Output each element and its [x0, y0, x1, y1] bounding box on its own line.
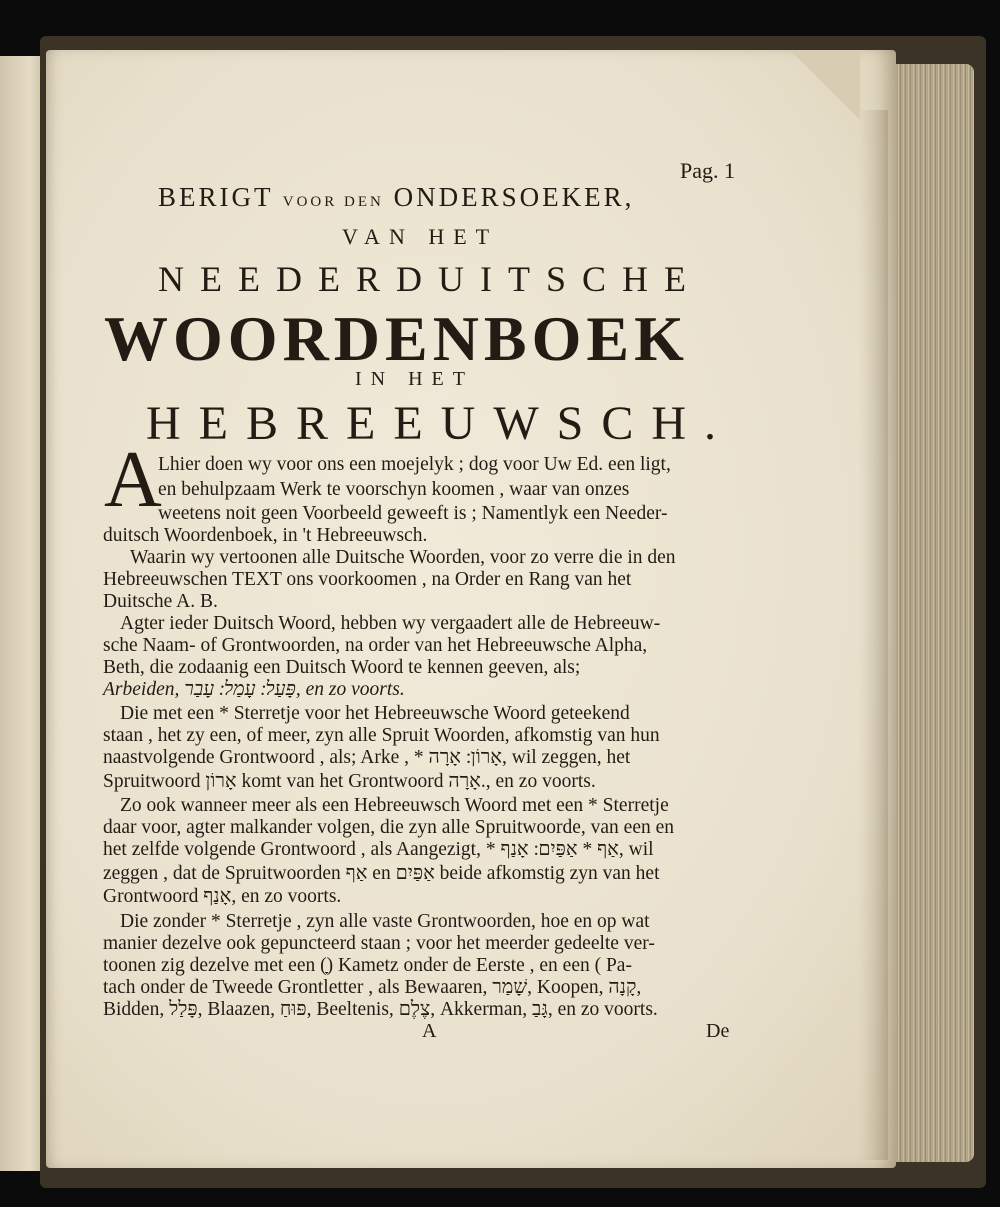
- text-line: Hebreeuwschen TEXT ons voorkoomen , na Order en Rang van het: [103, 569, 632, 590]
- title-line-3: NEEDERDUITSCHE: [158, 259, 702, 299]
- title-line-1: [158, 182, 718, 213]
- title-line-5: IN HET: [355, 368, 474, 390]
- text-line: het zelfde volgende Grontwoord , als Aangezigt, * אַף * אַפַּיִם ׃ אָנַף, wil: [103, 839, 654, 860]
- text-line: Arbeiden, פָּעַל ׃ עָמַל ׃ עָבַר, en zo voorts.: [103, 679, 405, 700]
- text-line: toonen zig dezelve met een (ָ) Kametz onder de Eerste , en een ( Pa-: [103, 955, 632, 976]
- catchword: De: [706, 1020, 730, 1042]
- text-line: staan , het zy een, of meer, zyn alle Spruit Woorden, afkomstig van hun: [103, 725, 660, 746]
- text-line: en behulpzaam Werk te voorschyn koomen , waar van onzes: [158, 479, 630, 500]
- title-voor-den: VOOR DEN: [282, 194, 384, 210]
- text-line: tach onder de Tweede Grontletter , als Bewaaren, שָׁמַר, Koopen, קָנָה,: [103, 977, 642, 998]
- text-line: Bidden, פָּלַל, Blaazen, פּוּחַ, Beeltenis, צֶלֶם, Akkerman, גָּבַ, en zo voorts.: [103, 999, 658, 1020]
- page-edges: [892, 64, 974, 1162]
- page-number: Pag. 1: [680, 158, 735, 183]
- text-line: duitsch Woordenboek, in 't Hebreeuwsch.: [103, 525, 428, 546]
- text-line: zeggen , dat de Spruitwoorden אַף en אַפַּיִם beide afkomstig zyn van het: [103, 863, 660, 884]
- title-berigt: BERIGT: [158, 182, 274, 212]
- text-line: Zo ook wanneer meer als een Hebreeuwsch Woord met een * Sterretje: [120, 795, 669, 816]
- text-line: weetens noit geen Voorbeeld geweeft is ; Namentlyk een Needer-: [158, 503, 668, 524]
- page-shadow: [858, 110, 888, 1160]
- text-line: Die zonder * Sterretje , zyn alle vaste Grontwoorden, hoe en op wat: [120, 911, 650, 932]
- folded-corner: [790, 50, 860, 120]
- text-line: naastvolgende Grontwoord , als; Arke , * אָרוֹן ׃ אָרָה, wil zeggen, het: [103, 747, 631, 768]
- text-line: manier dezelve ook gepuncteerd staan ; voor het meerder gedeelte ver-: [103, 933, 655, 954]
- title-line-2: VAN HET: [342, 224, 499, 249]
- title-line-4: WOORDENBOEK: [104, 303, 689, 374]
- text-line: Waarin wy vertoonen alle Duitsche Woorden, voor zo verre die in den: [130, 547, 676, 568]
- text-line: sche Naam- of Grontwoorden, na order van het Hebreeuwsche Alpha,: [103, 635, 648, 656]
- drop-cap: A: [104, 436, 162, 524]
- text-line: Die met een * Sterretje voor het Hebreeuwsche Woord geteekend: [120, 703, 630, 724]
- text-line: Beth, die zodaanig een Duitsch Woord te kennen geeven, als;: [103, 657, 581, 678]
- title-line-6: HEBREEUWSCH.: [146, 397, 734, 450]
- text-line: daar voor, agter malkander volgen, die zyn alle Spruitwoorde, van een en: [103, 817, 675, 838]
- title-ondersoeker: ONDERSOEKER,: [393, 182, 635, 212]
- text-line: Duitsche A. B.: [103, 591, 218, 612]
- signature-mark: A: [422, 1020, 437, 1042]
- text-line: Agter ieder Duitsch Woord, hebben wy vergaadert alle de Hebreeuw-: [120, 613, 661, 634]
- text-line: Lhier doen wy voor ons een moejelyk ; dog voor Uw Ed. een ligt,: [158, 454, 671, 475]
- text-line: Grontwoord אָנַף, en zo voorts.: [103, 886, 342, 907]
- text-line: Spruitwoord אָרוֹן komt van het Grontwoord אָרָה., en zo voorts.: [103, 771, 596, 792]
